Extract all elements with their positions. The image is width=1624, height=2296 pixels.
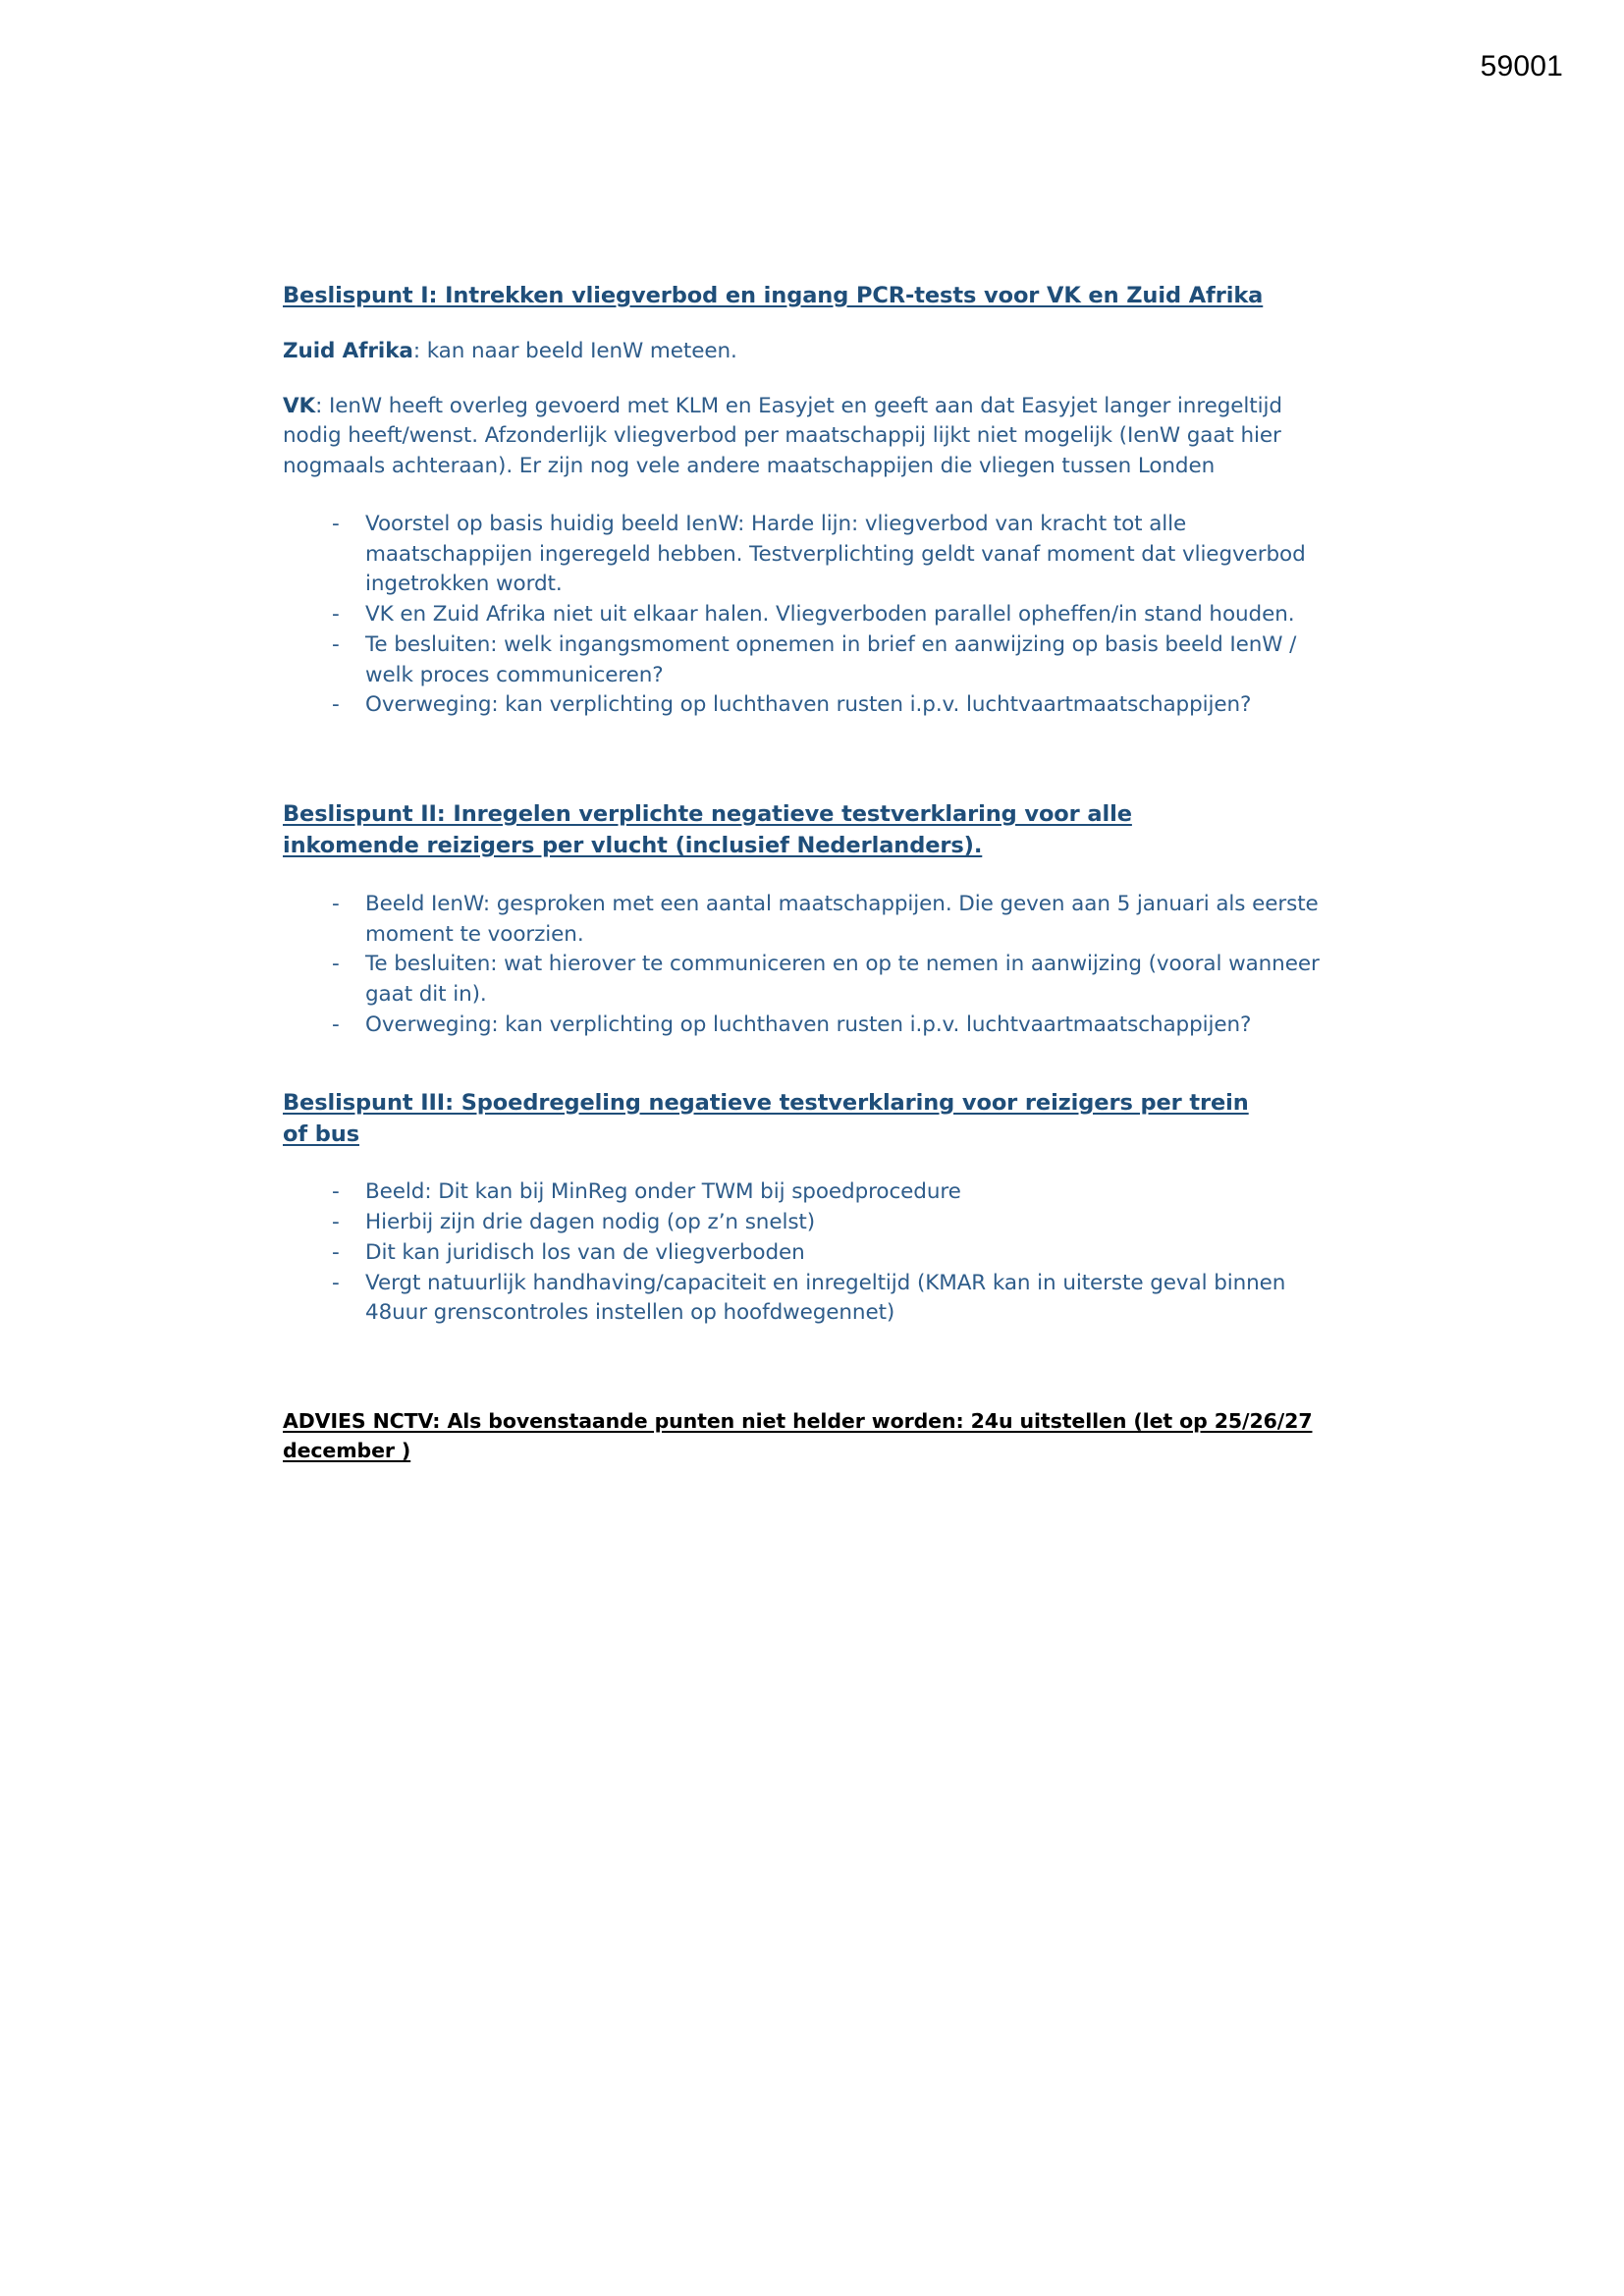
advies-nctv-heading bbox=[283, 1407, 1338, 1465]
list-item-text: Dit kan juridisch los van de vliegverboden bbox=[365, 1239, 805, 1265]
dash-marker-icon: - bbox=[332, 891, 340, 916]
section-2-heading-line-2: inkomende reizigers per vlucht (inclusief Nederlanders). bbox=[283, 832, 983, 858]
list-item bbox=[283, 1269, 1338, 1329]
list-item bbox=[283, 1177, 1338, 1208]
paragraph-lead-zuid-afrika: Zuid Afrika bbox=[283, 338, 413, 363]
paragraph-body-zuid-afrika: : kan naar beeld IenW meteen. bbox=[412, 338, 737, 363]
dash-marker-icon: - bbox=[332, 1270, 340, 1295]
list-item-text: VK en Zuid Afrika niet uit elkaar halen. Vliegverboden parallel opheffen/in stand houden. bbox=[365, 602, 1295, 628]
section-2-heading-line-1: Beslispunt II: Inregelen verplichte negatieve testverklaring voor alle bbox=[283, 801, 1132, 828]
section-1-bullet-list bbox=[283, 510, 1338, 721]
section-3-heading bbox=[283, 1088, 1338, 1151]
paragraph-body-vk: : IenW heeft overleg gevoerd met KLM en Easyjet en geeft aan dat Easyjet langer inregeltijd nodig heeft/wenst. Afzonderlijk vliegverbod per maatschappij lijkt niet mogelijk (IenW gaat hier nogmaals achteraan). Er zijn nog vele andere maatschappijen die vliegen tussen Londen bbox=[283, 393, 1282, 479]
list-item bbox=[283, 1011, 1338, 1041]
dash-marker-icon: - bbox=[332, 952, 340, 977]
section-1-heading-text: Beslispunt I: Intrekken vliegverbod en ingang PCR-tests voor VK en Zuid Afrika bbox=[283, 283, 1264, 308]
list-item-text: Vergt natuurlijk handhaving/capaciteit en inregeltijd (KMAR kan in uiterste geval binnen 48uur grenscontroles instellen op hoofdwegennet) bbox=[365, 1270, 1286, 1326]
dash-marker-icon: - bbox=[332, 1011, 340, 1037]
section-beslispunt-1 bbox=[283, 281, 1338, 721]
list-item-text: Overweging: kan verplichting op luchthaven rusten i.p.v. luchtvaartmaatschappijen? bbox=[365, 1011, 1252, 1037]
list-item-text: Voorstel op basis huidig beeld IenW: Harde lijn: vliegverbod van kracht tot alle maatschappijen ingeregeld hebben. Testverplichting geldt vanaf moment dat vliegverbod ingetrokken wordt. bbox=[365, 511, 1306, 597]
list-item bbox=[283, 600, 1338, 630]
page-number-header: 59001 bbox=[1480, 50, 1563, 82]
list-item bbox=[283, 1208, 1338, 1238]
section-advies-nctv bbox=[283, 1407, 1338, 1465]
list-item-text: Te besluiten: wat hierover te communiceren en op te nemen in aanwijzing (vooral wanneer gaat dit in). bbox=[365, 952, 1320, 1008]
list-item-text: Beeld IenW: gesproken met een aantal maatschappijen. Die geven aan 5 januari als eerste moment te voorzien. bbox=[365, 891, 1319, 947]
dash-marker-icon: - bbox=[332, 1210, 340, 1235]
list-item-text: Beeld: Dit kan bij MinReg onder TWM bij spoedprocedure bbox=[365, 1179, 961, 1205]
section-3-heading-line-2: of bus bbox=[283, 1121, 359, 1147]
advies-nctv-line-2: december ) bbox=[283, 1438, 411, 1462]
section-beslispunt-2 bbox=[283, 799, 1338, 1041]
list-item bbox=[283, 1238, 1338, 1269]
section-beslispunt-3 bbox=[283, 1088, 1338, 1330]
section-1-paragraph-zuid-afrika bbox=[283, 337, 1338, 367]
section-3-bullet-list bbox=[283, 1177, 1338, 1329]
section-2-heading bbox=[283, 799, 1338, 862]
paragraph-lead-vk: VK bbox=[283, 393, 316, 418]
section-1-paragraph-vk bbox=[283, 392, 1338, 482]
document-content bbox=[283, 281, 1338, 1466]
section-1-heading bbox=[283, 281, 1338, 312]
list-item bbox=[283, 890, 1338, 950]
dash-marker-icon: - bbox=[332, 1179, 340, 1205]
list-item-text: Te besluiten: welk ingangsmoment opnemen in brief en aanwijzing op basis beeld IenW / welk proces communiceren? bbox=[365, 631, 1297, 687]
list-item bbox=[283, 630, 1338, 690]
list-item bbox=[283, 950, 1338, 1010]
dash-marker-icon: - bbox=[332, 602, 340, 628]
list-item-text: Hierbij zijn drie dagen nodig (op z’n snelst) bbox=[365, 1210, 816, 1235]
dash-marker-icon: - bbox=[332, 511, 340, 536]
advies-nctv-line-1: ADVIES NCTV: Als bovenstaande punten niet helder worden: 24u uitstellen (let op 25/26/27 bbox=[283, 1409, 1313, 1434]
dash-marker-icon: - bbox=[332, 631, 340, 657]
section-2-bullet-list bbox=[283, 890, 1338, 1041]
section-3-heading-line-1: Beslispunt III: Spoedregeling negatieve testverklaring voor reizigers per trein bbox=[283, 1089, 1249, 1116]
dash-marker-icon: - bbox=[332, 1239, 340, 1265]
list-item bbox=[283, 690, 1338, 721]
list-item bbox=[283, 510, 1338, 600]
list-item-text: Overweging: kan verplichting op luchthaven rusten i.p.v. luchtvaartmaatschappijen? bbox=[365, 692, 1252, 718]
dash-marker-icon: - bbox=[332, 692, 340, 718]
